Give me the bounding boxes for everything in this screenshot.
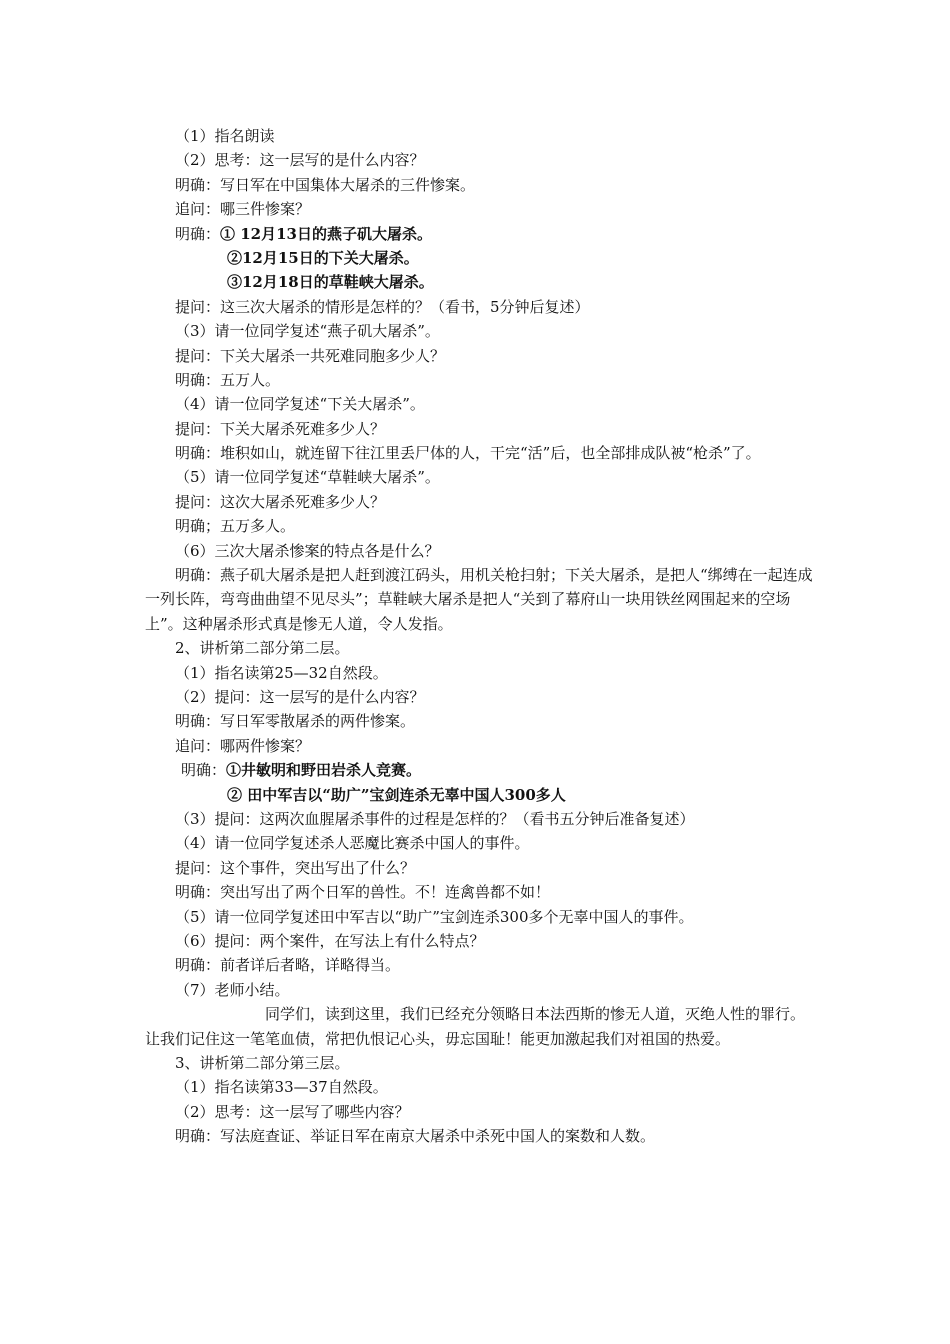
text-line: （1）指名读第33—37自然段。 [175, 1078, 388, 1097]
text-line: （3）提问：这两次血腥屠杀事件的过程是怎样的？（看书五分钟后准备复述） [175, 810, 695, 828]
text-line: 追问：哪两件惨案？ [175, 736, 311, 755]
text-line: 明确：五万人。 [175, 370, 281, 389]
text-line: 提问：下关大屠杀死难多少人？ [175, 419, 386, 438]
text-line [145, 758, 815, 782]
text-line: （6）提问：两个案件，在写法上有什么特点？ [175, 931, 485, 950]
answer-label: 明确： [181, 761, 227, 780]
text-line: 追问：哪三件惨案？ [175, 200, 311, 219]
text-line: 明确：写法庭查证、举证日军在南京大屠杀中杀死中国人的案数和人数。 [175, 1127, 656, 1146]
bold-answer: ②12月15日的下关大屠杀。 [227, 248, 419, 267]
text-line: （3）请一位同学复述“燕子矶大屠杀”。 [175, 322, 440, 341]
section-heading: 2、讲析第二部分第二层。 [175, 639, 350, 658]
text-line: 明确：写日军在中国集体大屠杀的三件惨案。 [175, 175, 476, 194]
text-line: （4）请一位同学复述“下关大屠杀”。 [175, 395, 425, 414]
text-line: 明确：突出写出了两个日军的兽性。不！连禽兽都不如！ [175, 883, 551, 902]
text-line: （1）指名读第25—32自然段。 [175, 663, 388, 682]
text-line: 提问：这个事件，突出写出了什么？ [175, 858, 416, 877]
text-line: （2）提问：这一层写的是什么内容？ [175, 688, 425, 707]
bold-answer: ①井敏明和野田岩杀人竞赛。 [226, 761, 422, 780]
text-line: （2）思考：这一层写了哪些内容？ [175, 1102, 410, 1121]
answer-label: 明确： [175, 224, 221, 243]
text-line: 明确；五万多人。 [175, 517, 296, 536]
text-line: 明确：写日军零散屠杀的两件惨案。 [175, 712, 416, 731]
text-line: （6）三次大屠杀惨案的特点各是什么？ [175, 541, 440, 560]
section-heading: 3、讲析第二部分第三层。 [175, 1053, 350, 1072]
text-line [145, 222, 815, 246]
text-line: 提问：这次大屠杀死难多少人？ [175, 492, 386, 511]
document-body [145, 124, 815, 1149]
text-line: （5）请一位同学复述“草鞋峡大屠杀”。 [175, 468, 440, 487]
text-line: （7）老师小结。 [175, 980, 290, 999]
paragraph: 明确：燕子矶大屠杀是把人赶到渡江码头，用机关枪扫射；下关大屠杀，是把人“绑缚在一起连成一列长阵，弯弯曲曲望不见尽头”；草鞋峡大屠杀是把人“关到了幕府山一块用铁丝网围起来的空场上”。这种屠杀形式真是惨无人道，令人发指。 [145, 566, 813, 633]
paragraph: 同学们，读到这里，我们已经充分领略日本法西斯的惨无人道，灭绝人性的罪行。让我们记住这一笔笔血债，常把仇恨记心头，毋忘国耻！能更加激起我们对祖国的热爱。 [145, 1005, 806, 1048]
paragraph: 明确：堆积如山，就连留下往江里丢尸体的人，干完“活”后，也全部排成队被“枪杀”了。 [175, 444, 761, 463]
text-line: 提问：下关大屠杀一共死难同胞多少人？ [175, 346, 446, 365]
text-line: 提问：这三次大屠杀的情形是怎样的？（看书，5分钟后复述） [175, 297, 590, 316]
text-line: （5）请一位同学复述田中军吉以“助广”宝剑连杀300多个无辜中国人的事件。 [175, 907, 694, 926]
text-line: 明确：前者详后者略，详略得当。 [175, 956, 401, 975]
text-line: （1）指名朗读 [175, 127, 275, 145]
bold-answer: ② 田中军吉以“助广”宝剑连杀无辜中国人300多人 [227, 785, 566, 804]
text-line: （4）请一位同学复述杀人恶魔比赛杀中国人的事件。 [175, 834, 530, 853]
text-line: （2）思考：这一层写的是什么内容？ [175, 151, 425, 170]
bold-answer: ③12月18日的草鞋峡大屠杀。 [227, 273, 434, 292]
bold-answer: ① 12月13日的燕子矶大屠杀。 [220, 224, 432, 243]
